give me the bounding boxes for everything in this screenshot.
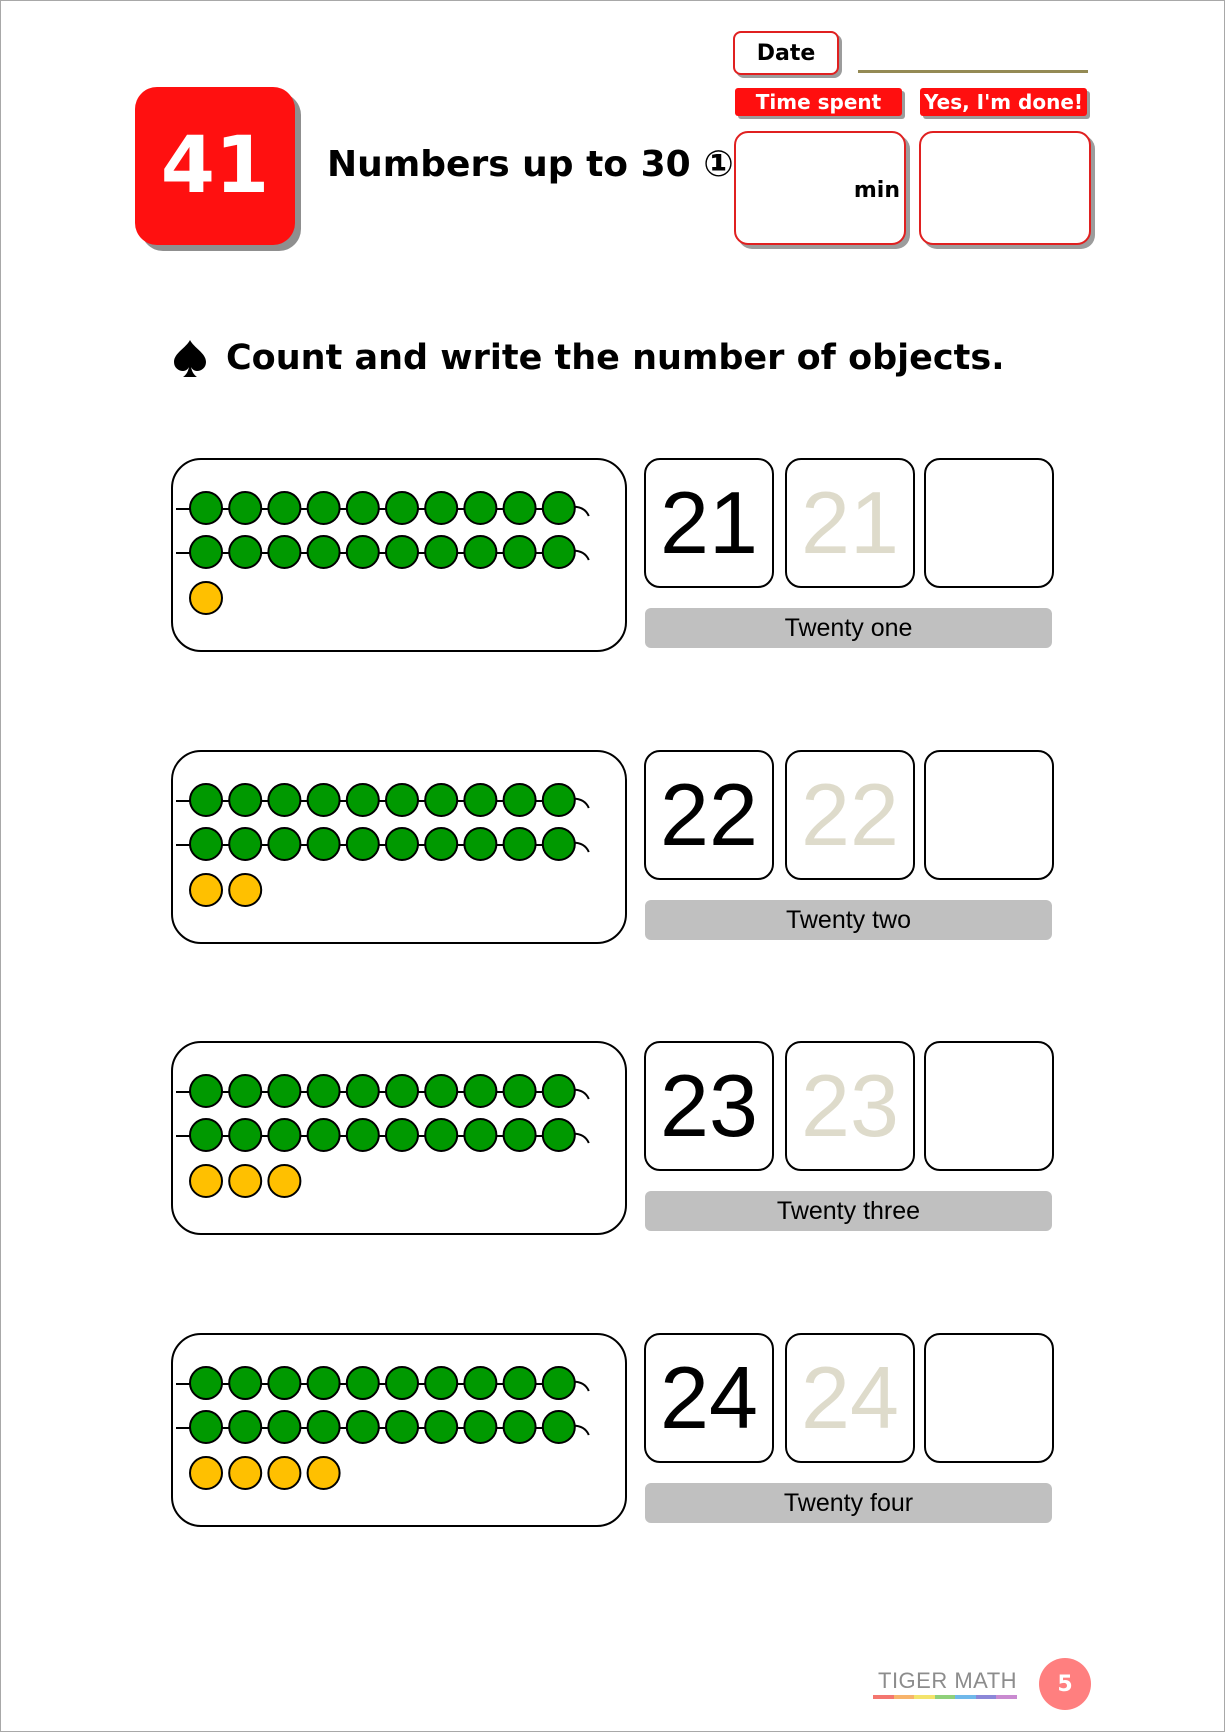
green-bead bbox=[504, 1075, 536, 1107]
green-bead bbox=[229, 784, 261, 816]
green-bead bbox=[308, 536, 340, 568]
green-bead bbox=[543, 492, 575, 524]
green-bead bbox=[425, 1411, 457, 1443]
time-spent-label: Time spent bbox=[735, 88, 902, 116]
green-bead bbox=[190, 1075, 222, 1107]
yellow-bead bbox=[190, 582, 222, 614]
yellow-bead bbox=[268, 1165, 300, 1197]
green-bead bbox=[190, 1411, 222, 1443]
green-bead bbox=[308, 1411, 340, 1443]
date-write-line[interactable] bbox=[858, 70, 1088, 73]
green-bead bbox=[308, 784, 340, 816]
green-bead bbox=[464, 828, 496, 860]
bead-drawing bbox=[173, 460, 625, 650]
bead-panel bbox=[171, 1333, 627, 1527]
green-bead bbox=[386, 828, 418, 860]
bead-drawing bbox=[173, 752, 625, 942]
green-bead bbox=[229, 492, 261, 524]
green-bead bbox=[543, 1367, 575, 1399]
green-bead bbox=[347, 492, 379, 524]
spade-icon bbox=[172, 338, 208, 378]
yellow-bead bbox=[268, 1457, 300, 1489]
green-bead bbox=[543, 536, 575, 568]
exercise-row bbox=[0, 458, 1225, 658]
yellow-bead bbox=[190, 1457, 222, 1489]
green-bead bbox=[308, 1367, 340, 1399]
green-bead bbox=[268, 1119, 300, 1151]
number-trace[interactable]: 23 bbox=[785, 1041, 915, 1171]
done-label: Yes, I'm done! bbox=[920, 88, 1087, 116]
green-bead bbox=[464, 1411, 496, 1443]
date-label: Date bbox=[733, 31, 839, 75]
number-answer-box[interactable] bbox=[924, 1333, 1054, 1463]
instruction-text: Count and write the number of objects. bbox=[226, 338, 1005, 378]
green-bead bbox=[268, 492, 300, 524]
green-bead bbox=[386, 1411, 418, 1443]
yellow-bead bbox=[229, 1165, 261, 1197]
green-bead bbox=[386, 536, 418, 568]
green-bead bbox=[543, 784, 575, 816]
green-bead bbox=[347, 1075, 379, 1107]
number-answer-box[interactable] bbox=[924, 750, 1054, 880]
bead-drawing bbox=[173, 1043, 625, 1233]
green-bead bbox=[190, 784, 222, 816]
number-trace[interactable]: 22 bbox=[785, 750, 915, 880]
green-bead bbox=[504, 492, 536, 524]
green-bead bbox=[386, 1119, 418, 1151]
green-bead bbox=[464, 1119, 496, 1151]
green-bead bbox=[190, 1119, 222, 1151]
green-bead bbox=[190, 492, 222, 524]
green-bead bbox=[190, 536, 222, 568]
green-bead bbox=[543, 1075, 575, 1107]
green-bead bbox=[190, 828, 222, 860]
exercise-row bbox=[0, 1041, 1225, 1241]
page-number-badge: 5 bbox=[1039, 1658, 1091, 1710]
green-bead bbox=[268, 828, 300, 860]
green-bead bbox=[386, 1367, 418, 1399]
bead-panel bbox=[171, 1041, 627, 1235]
bead-panel bbox=[171, 458, 627, 652]
number-word: Twenty one bbox=[645, 608, 1052, 648]
green-bead bbox=[229, 1119, 261, 1151]
done-check-box[interactable] bbox=[919, 131, 1091, 245]
yellow-bead bbox=[190, 1165, 222, 1197]
green-bead bbox=[504, 536, 536, 568]
green-bead bbox=[268, 1411, 300, 1443]
green-bead bbox=[464, 492, 496, 524]
bead-panel bbox=[171, 750, 627, 944]
green-bead bbox=[504, 1367, 536, 1399]
green-bead bbox=[190, 1367, 222, 1399]
green-bead bbox=[308, 1119, 340, 1151]
yellow-bead bbox=[308, 1457, 340, 1489]
green-bead bbox=[268, 784, 300, 816]
yellow-bead bbox=[229, 1457, 261, 1489]
green-bead bbox=[308, 1075, 340, 1107]
number-model: 21 bbox=[644, 458, 774, 588]
green-bead bbox=[504, 1119, 536, 1151]
green-bead bbox=[347, 1119, 379, 1151]
green-bead bbox=[229, 828, 261, 860]
number-model: 24 bbox=[644, 1333, 774, 1463]
number-model: 23 bbox=[644, 1041, 774, 1171]
lesson-title: Numbers up to 30 ① bbox=[327, 144, 734, 185]
green-bead bbox=[268, 1075, 300, 1107]
green-bead bbox=[425, 784, 457, 816]
brand-color-stripe bbox=[873, 1695, 1017, 1699]
number-trace[interactable]: 21 bbox=[785, 458, 915, 588]
green-bead bbox=[268, 536, 300, 568]
green-bead bbox=[308, 828, 340, 860]
green-bead bbox=[543, 828, 575, 860]
number-answer-box[interactable] bbox=[924, 458, 1054, 588]
time-spent-box[interactable] bbox=[734, 131, 906, 245]
green-bead bbox=[308, 492, 340, 524]
exercise-row bbox=[0, 750, 1225, 950]
lesson-number-badge: 41 bbox=[135, 87, 295, 245]
green-bead bbox=[425, 536, 457, 568]
number-model: 22 bbox=[644, 750, 774, 880]
green-bead bbox=[504, 828, 536, 860]
green-bead bbox=[347, 784, 379, 816]
green-bead bbox=[504, 1411, 536, 1443]
green-bead bbox=[386, 1075, 418, 1107]
green-bead bbox=[229, 536, 261, 568]
green-bead bbox=[543, 1411, 575, 1443]
number-word: Twenty three bbox=[645, 1191, 1052, 1231]
instruction bbox=[172, 338, 1005, 378]
green-bead bbox=[464, 784, 496, 816]
green-bead bbox=[543, 1119, 575, 1151]
green-bead bbox=[504, 784, 536, 816]
green-bead bbox=[464, 1367, 496, 1399]
number-word: Twenty four bbox=[645, 1483, 1052, 1523]
green-bead bbox=[268, 1367, 300, 1399]
number-answer-box[interactable] bbox=[924, 1041, 1054, 1171]
green-bead bbox=[347, 1411, 379, 1443]
green-bead bbox=[229, 1367, 261, 1399]
green-bead bbox=[425, 1075, 457, 1107]
green-bead bbox=[347, 1367, 379, 1399]
green-bead bbox=[425, 828, 457, 860]
number-word: Twenty two bbox=[645, 900, 1052, 940]
green-bead bbox=[425, 1119, 457, 1151]
green-bead bbox=[425, 492, 457, 524]
green-bead bbox=[386, 784, 418, 816]
green-bead bbox=[347, 828, 379, 860]
green-bead bbox=[229, 1411, 261, 1443]
green-bead bbox=[425, 1367, 457, 1399]
green-bead bbox=[386, 492, 418, 524]
min-unit-label: min bbox=[853, 178, 900, 203]
green-bead bbox=[464, 536, 496, 568]
bead-drawing bbox=[173, 1335, 625, 1525]
yellow-bead bbox=[190, 874, 222, 906]
yellow-bead bbox=[229, 874, 261, 906]
exercise-row bbox=[0, 1333, 1225, 1533]
green-bead bbox=[229, 1075, 261, 1107]
green-bead bbox=[347, 536, 379, 568]
green-bead bbox=[464, 1075, 496, 1107]
number-trace[interactable]: 24 bbox=[785, 1333, 915, 1463]
brand-logo-text: TIGER MATH bbox=[878, 1668, 1018, 1693]
